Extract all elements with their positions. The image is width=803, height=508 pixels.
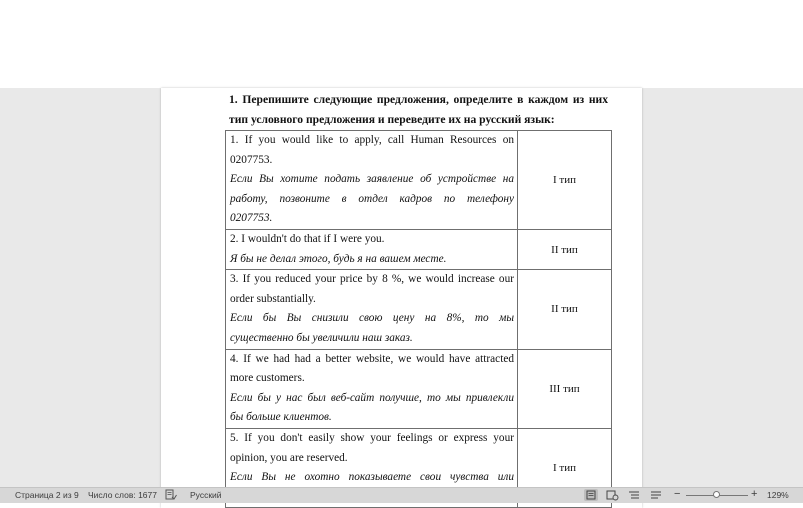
- zoom-out-button[interactable]: −: [674, 488, 681, 500]
- sentence-cell[interactable]: [226, 229, 518, 269]
- zoom-slider-thumb[interactable]: [713, 491, 720, 498]
- top-blank-area: [0, 0, 803, 88]
- sentence-cell[interactable]: [226, 349, 518, 428]
- russian-line: Если Вы хотите подать заявление об устройстве на: [230, 173, 514, 186]
- heading-line-1: 1. Перепишите следующие предложения, определите в каждом из них: [229, 93, 608, 106]
- document-canvas[interactable]: [0, 88, 803, 487]
- status-bar: [0, 487, 803, 503]
- table-row: [226, 270, 612, 349]
- zoom-in-button[interactable]: +: [751, 488, 758, 500]
- russian-line: Я бы не делал этого, будь я на вашем месте.: [230, 252, 447, 265]
- english-line: 2. I wouldn't do that if I were you.: [230, 232, 385, 245]
- english-line: 5. If you don't easily show your feelings or express your: [230, 431, 514, 444]
- english-line: 3. If you reduced your price by 8 %, we would increase our: [230, 273, 514, 286]
- type-cell[interactable]: I тип: [518, 428, 612, 507]
- english-line: opinion, you are reserved.: [230, 451, 348, 464]
- english-line: 4. If we had had a better website, we would have attracted: [230, 352, 514, 365]
- english-line: more customers.: [230, 372, 305, 385]
- print-layout-view-icon[interactable]: [584, 489, 598, 501]
- russian-line: работу, позвоните в отдел кадров по телефону: [230, 192, 514, 205]
- english-line: order substantially.: [230, 292, 316, 305]
- web-layout-view-icon[interactable]: [605, 489, 619, 501]
- russian-line: 0207753.: [230, 212, 273, 225]
- document-page[interactable]: [161, 88, 642, 508]
- zoom-level[interactable]: 129%: [767, 490, 789, 500]
- russian-line: существенно бы увеличили наш заказ.: [230, 331, 413, 344]
- table-row: [226, 131, 612, 230]
- table-row: [226, 349, 612, 428]
- type-cell[interactable]: III тип: [518, 349, 612, 428]
- russian-line: Если бы у нас был веб-сайт получше, то мы привлекли: [230, 391, 514, 404]
- type-cell[interactable]: I тип: [518, 131, 612, 230]
- russian-line: Если Вы не охотно показываете свои чувства или: [230, 471, 514, 484]
- heading-line-2: тип условного предложения и переведите их на русский язык:: [229, 113, 555, 126]
- outline-view-icon[interactable]: [627, 489, 641, 501]
- russian-line: Если бы Вы снизили свою цену на 8%, то мы: [230, 312, 514, 325]
- sentence-cell[interactable]: [226, 131, 518, 230]
- proofing-icon[interactable]: [165, 489, 177, 502]
- draft-view-icon[interactable]: [649, 489, 663, 501]
- type-cell[interactable]: II тип: [518, 229, 612, 269]
- conditionals-table: [225, 130, 612, 508]
- language-indicator[interactable]: Русский: [190, 490, 222, 500]
- word-count[interactable]: Число слов: 1677: [88, 490, 157, 500]
- type-cell[interactable]: II тип: [518, 270, 612, 349]
- table-row: [226, 229, 612, 269]
- english-line: 0207753.: [230, 153, 273, 166]
- sentence-cell[interactable]: [226, 270, 518, 349]
- russian-line: бы больше клиентов.: [230, 411, 332, 424]
- exercise-heading: [229, 90, 608, 130]
- page-indicator[interactable]: Страница 2 из 9: [15, 490, 79, 500]
- english-line: 1. If you would like to apply, call Human Resources on: [230, 134, 514, 146]
